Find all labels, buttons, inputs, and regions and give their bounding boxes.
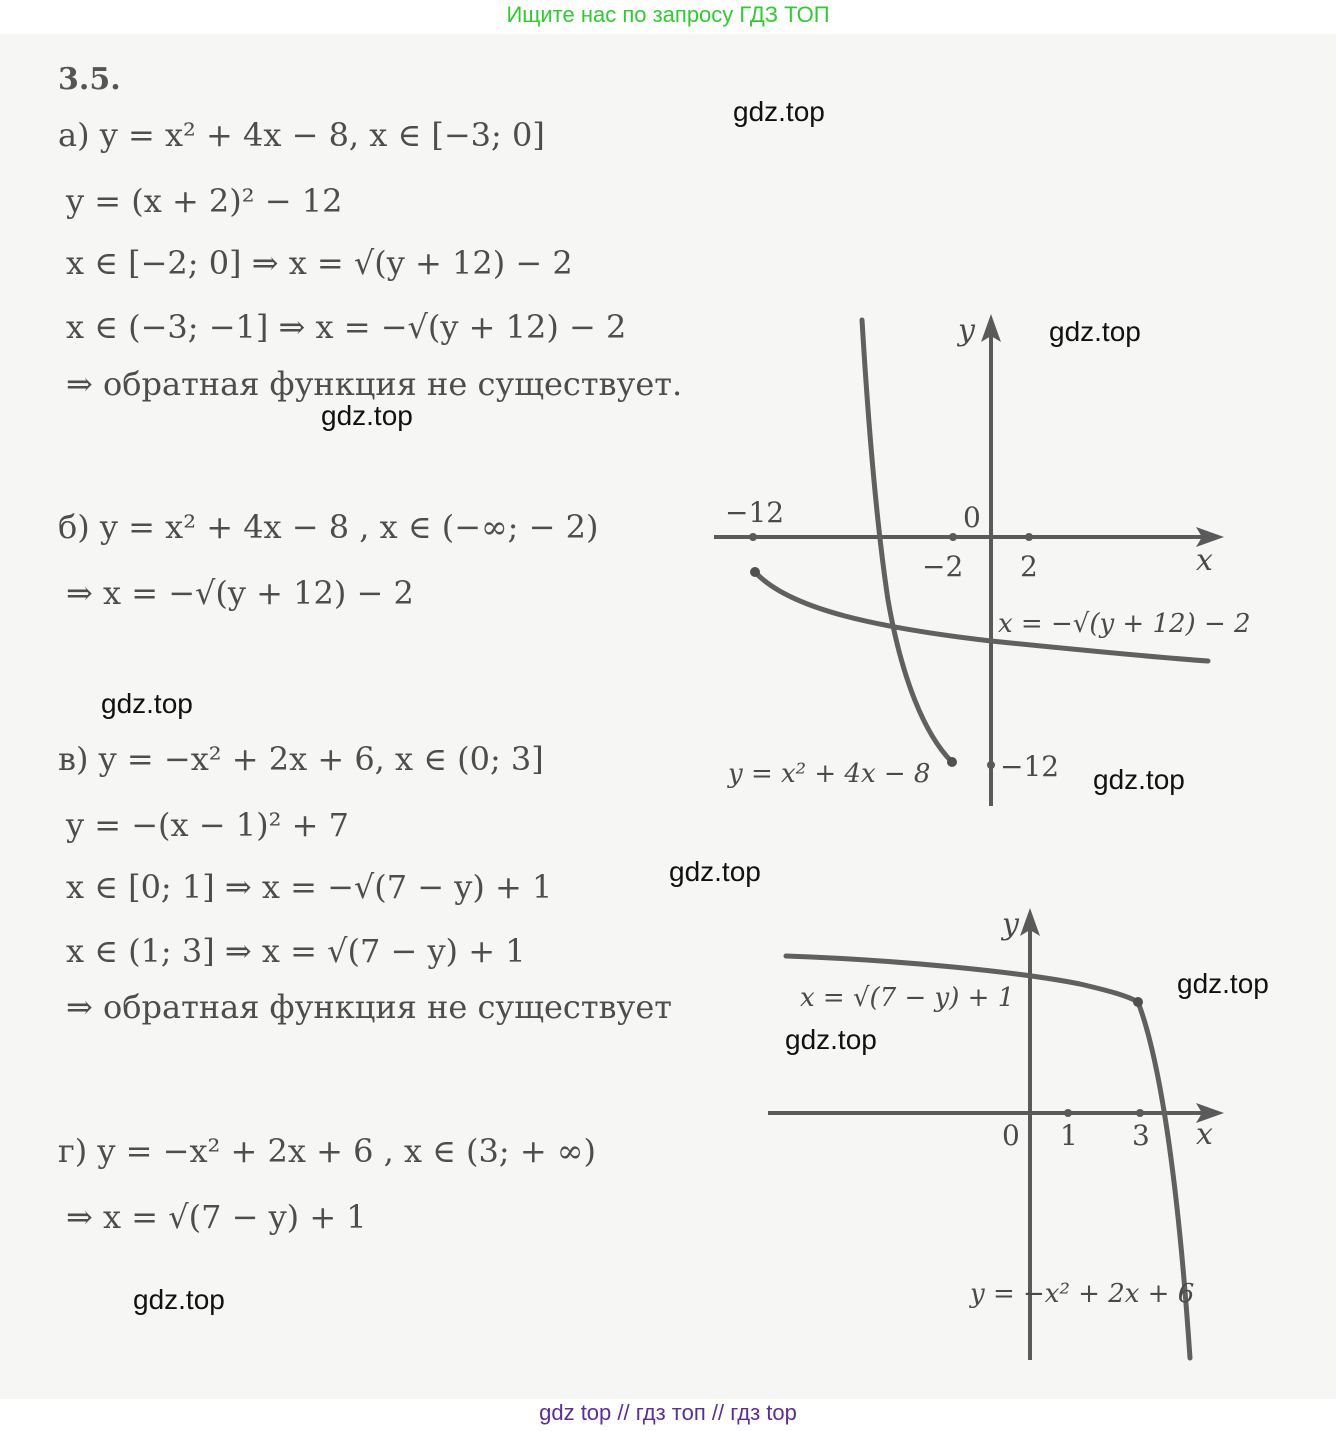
watermark: gdz.top xyxy=(321,400,413,431)
graph-2-y-label: y xyxy=(1002,907,1019,942)
watermark: gdz.top xyxy=(785,1024,877,1055)
problem-number: 3.5. xyxy=(58,62,121,97)
graph-1-inverse-label: x = −√(y + 12) − 2 xyxy=(998,609,1251,639)
watermark: gdz.top xyxy=(1177,968,1269,999)
graph-2-tick xyxy=(1136,1109,1144,1117)
part-a-branch-1: x ∈ [−2; 0] ⇒ x = √(y + 12) − 2 xyxy=(66,244,573,282)
graph-2-inverse-label: x = √(7 − y) + 1 xyxy=(800,983,1015,1013)
graph-1-tick-label: −12 xyxy=(725,496,785,529)
part-v-completed-square: y = −(x − 1)² + 7 xyxy=(66,806,349,844)
bottom-banner[interactable]: gdz top // гдз топ // гдз top xyxy=(539,1400,797,1425)
watermark: gdz.top xyxy=(133,1284,225,1315)
part-v-branch-1: x ∈ [0; 1] ⇒ x = −√(7 − y) + 1 xyxy=(66,868,553,906)
watermark: gdz.top xyxy=(1093,764,1185,795)
watermark: gdz.top xyxy=(1049,316,1141,347)
watermark: gdz.top xyxy=(733,96,825,127)
graph-1-x-label: x xyxy=(1196,543,1213,578)
graph-2-parabola-label: y = −x² + 2x + 6 xyxy=(970,1279,1195,1309)
part-v-branch-2: x ∈ (1; 3] ⇒ x = √(7 − y) + 1 xyxy=(66,932,526,970)
part-b-statement: б) y = x² + 4x − 8 , x ∈ (−∞; − 2) xyxy=(58,508,599,546)
graph-1-tick-label: −2 xyxy=(922,550,964,583)
part-b-inverse: ⇒ x = −√(y + 12) − 2 xyxy=(66,574,414,612)
watermark: gdz.top xyxy=(669,856,761,887)
part-a-branch-2: x ∈ (−3; −1] ⇒ x = −√(y + 12) − 2 xyxy=(66,308,627,346)
part-g-statement: г) y = −x² + 2x + 6 , x ∈ (3; + ∞) xyxy=(58,1132,596,1170)
part-a-completed-square: y = (x + 2)² − 12 xyxy=(66,182,343,220)
part-a-conclusion: ⇒ обратная функция не существует. xyxy=(66,365,683,403)
part-a-statement: а) y = x² + 4x − 8, x ∈ [−3; 0] xyxy=(58,116,545,154)
graph-1-y-label: y xyxy=(958,313,975,348)
watermark: gdz.top xyxy=(101,688,193,719)
graph-2-tick-label: 1 xyxy=(1060,1119,1078,1152)
graph-2-tick-label: 3 xyxy=(1132,1119,1150,1152)
graph-2-tick xyxy=(1064,1109,1072,1117)
graph-1-tick-label: −12 xyxy=(1000,750,1060,783)
graph-2-curve-endpoint xyxy=(1133,997,1143,1007)
part-v-statement: в) y = −x² + 2x + 6, x ∈ (0; 3] xyxy=(58,740,544,778)
top-banner[interactable]: Ищите нас по запросу ГДЗ ТОП xyxy=(506,2,830,27)
graph-1-parabola-label: y = x² + 4x − 8 xyxy=(728,759,931,789)
graph-2-x-label: x xyxy=(1196,1117,1213,1152)
part-v-conclusion: ⇒ обратная функция не существует xyxy=(66,988,672,1026)
part-g-inverse: ⇒ x = √(7 − y) + 1 xyxy=(66,1198,367,1236)
graph-1-tick-label: 2 xyxy=(1020,550,1038,583)
graph-1-origin-label: 0 xyxy=(963,501,981,534)
graph-2-origin-label: 0 xyxy=(1002,1119,1020,1152)
